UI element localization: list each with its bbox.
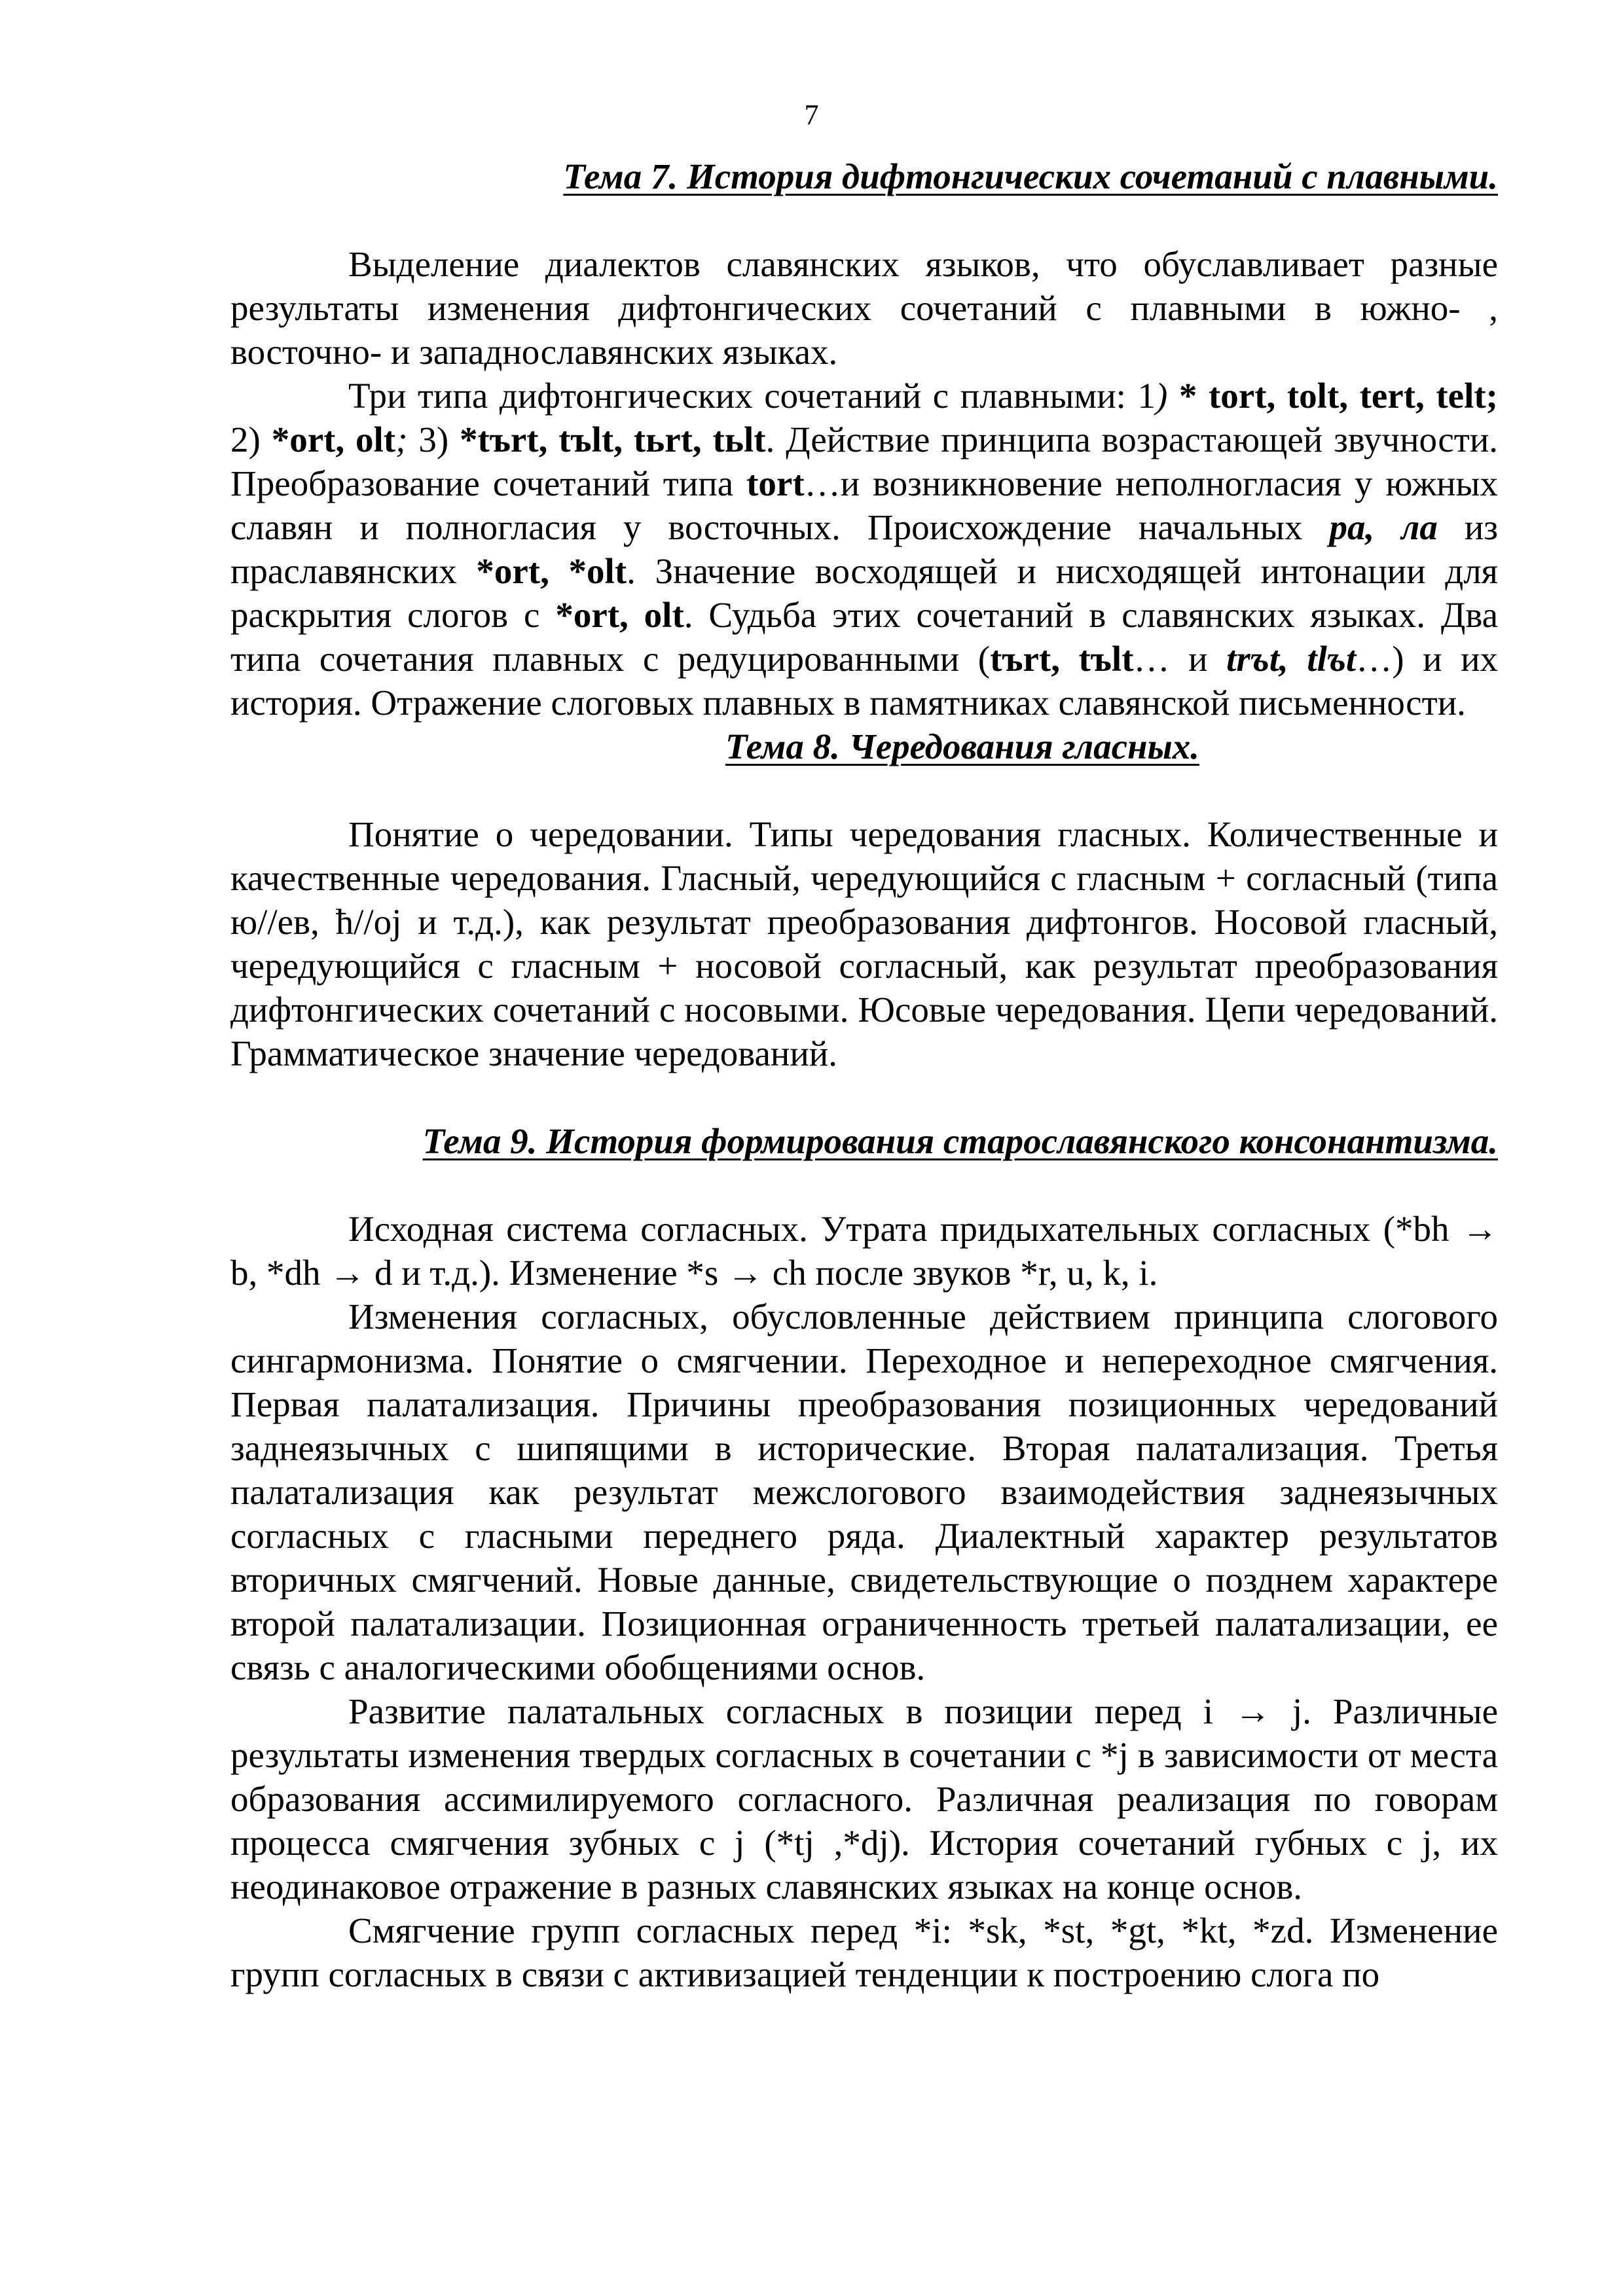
text-run: . Действие принципа возрастающей звучности. Преобразование сочетаний типа [230,420,1498,503]
text-run: . Судьба этих сочетаний в славянских языках. Два типа сочетания плавных с редуцированными ( [230,595,1498,679]
section-9-paragraph-2: Изменения согласных, обусловленные действием принципа слогового сингармонизма. Понятие о смягчении. Переходное и непереходное смягчения. Первая палатализация. Причины преобразования позиционных чередований заднеязычных с шипящими в исторические. Вторая палатализация. Третья палатализация как результат межслогового взаимодействия заднеязычных согласных с гласными переднего ряда. Диалектный характер результатов вторичных смягчений. Новые данные, свидетельствующие о позднем характере второй палатализации. Позиционная ограниченность третьей палатализации, ее связь с аналогическими обобщениями основ. [230,1297,1498,1687]
term-bold: tort [746,463,805,503]
section-8-paragraph-1: Понятие о чередовании. Типы чередования гласных. Количественные и качественные чередования. Гласный, чередующийся с гласным + согласный (типа ю//ев, ћ//oj и т.д.), как результат преобразования дифтонгов. Носовой гласный, чередующийся с гласным + носовой согласный, как результат преобразования дифтонгических сочетаний с носовыми. Юсовые чередования. Цепи чередований. Грамматическое значение чередований. [230,814,1498,1073]
section-9-paragraph-4: Смягчение групп согласных перед *i: *sk, *st, *gt, *kt, *zd. Изменение групп согласных в связи с активизацией тенденции к построению слога по [230,1910,1498,1994]
text-run: из праславянских [230,507,1498,591]
text-run: 3) [407,420,460,459]
text-run: …и возникновение неполногласия у южных славян и полногласия у восточных. Происхождение начальных [230,463,1498,547]
term-bold-italic: ра, ла [1329,507,1438,547]
term-bold: *ort, olt [271,420,396,459]
spacer [230,768,1498,812]
term-bold: tъrt, tъlt [990,639,1134,679]
text-run: Три типа дифтонгических сочетаний с плавными: 1 [348,376,1156,416]
section-8-title: Тема 8. Чередования гласных. [725,726,1200,766]
spacer [230,1075,1498,1119]
section-9-title: Тема 9. История формирования старославянского консонантизма. [422,1121,1498,1161]
section-7-title: Тема 7. История дифтонгических сочетаний с плавными. [563,156,1498,196]
text-run: …) и их история. Отражение слоговых плавных в памятниках славянской письменности. [230,639,1499,723]
term-bold: *ort, *olt [476,551,627,591]
term-bold-italic: trъt, tlъt [1226,639,1357,679]
section-9-paragraph-3: Развитие палатальных согласных в позиции перед i → j. Различные результаты изменения твердых согласных в сочетании с *j в зависимости от места образования ассимилируемого согласного. Различная реализация по говорам процесса смягчения зубных с j (*tj ,*dj). История сочетаний губных с j, их неодинаковое отражение в разных славянских языках на конце основ. [230,1691,1498,1907]
section-9-paragraph-1: Исходная система согласных. Утрата придыхательных согласных (*bh → b, *dh → d и т.д.). Изменение *s → ch после звуков *r, u, k, i. [230,1209,1498,1293]
page-number: 7 [804,99,819,131]
text-run: … и [1133,639,1227,679]
page-content [230,154,1498,1996]
term-bold: *tъrt, tъlt, tьrt, tьlt [460,420,766,459]
text-run: ) [1156,376,1179,416]
section-7-paragraph-1: Выделение диалектов славянских языков, что обуславливает разные результаты изменения дифтонгических сочетаний с плавными в южно- , восточно- и западнославянских языках. [230,244,1498,372]
term-bold: * tort, tolt, tert, telt; [1178,376,1498,416]
text-run: . Значение восходящей и нисходящей интонации для раскрытия слогов с [230,551,1498,635]
spacer [230,1163,1498,1207]
spacer [230,198,1498,242]
text-run: 2) [230,420,272,459]
section-7-paragraph-2 [230,374,1498,725]
term-bold: *ort, olt [555,595,684,635]
text-run: ; [395,420,408,459]
